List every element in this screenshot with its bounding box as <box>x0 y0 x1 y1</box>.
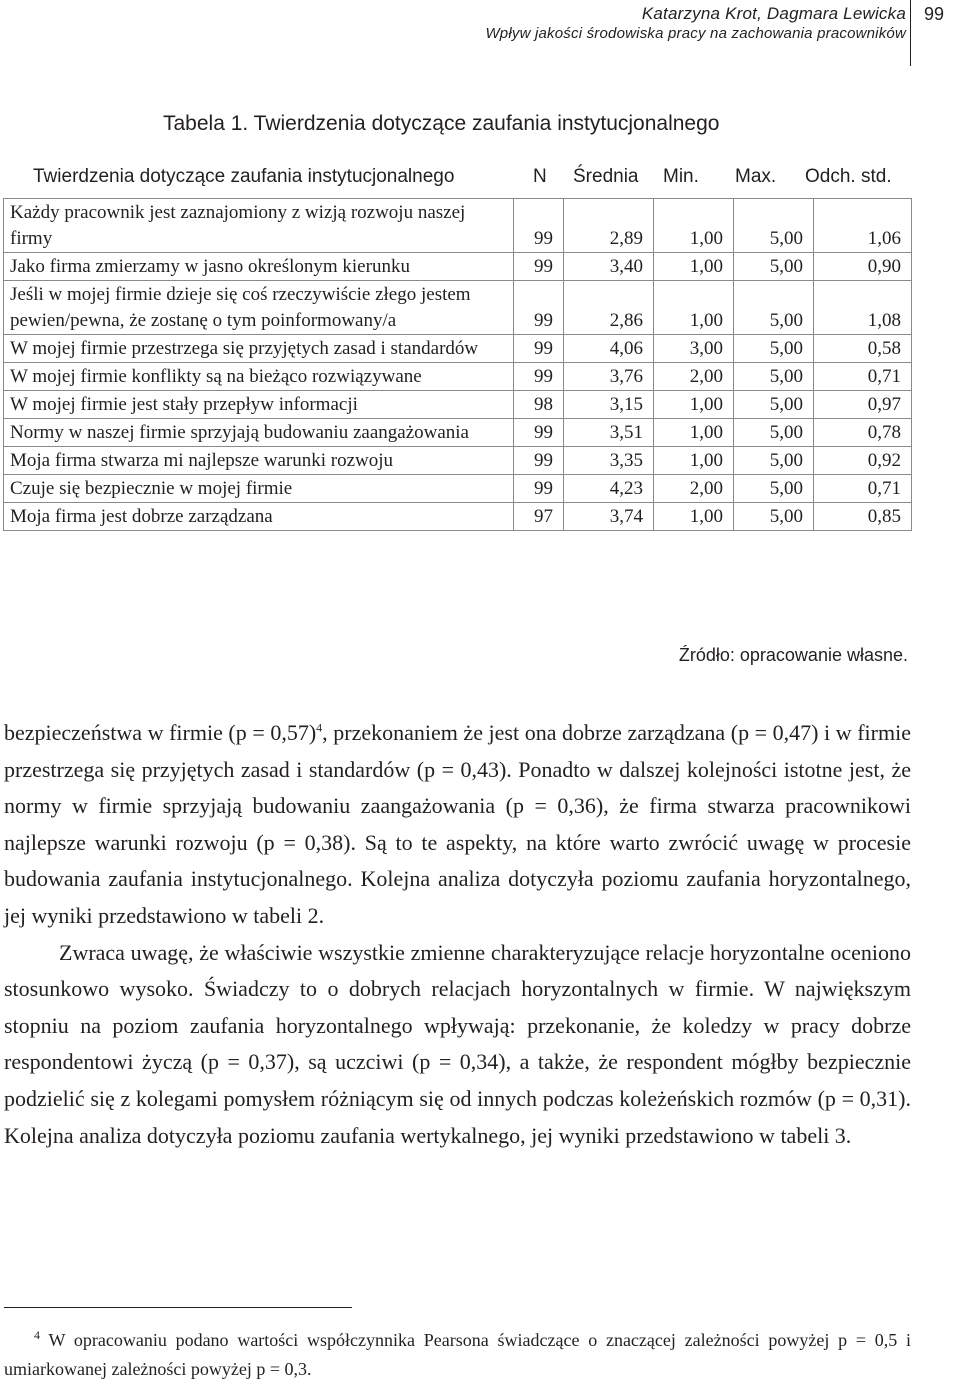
table-cell-value: 3,76 <box>564 363 654 391</box>
table-cell-value: 99 <box>514 363 564 391</box>
table-source: Źródło: opracowanie własne. <box>678 645 908 665</box>
table-cell-value: 5,00 <box>734 363 814 391</box>
table-row <box>4 391 912 419</box>
table-cell-value: 4,23 <box>564 475 654 503</box>
table-row <box>4 199 912 253</box>
table-cell-value: 99 <box>514 335 564 363</box>
table-cell-value: 5,00 <box>734 199 814 253</box>
table-cell-value: 99 <box>514 447 564 475</box>
footnote-marker: 4 <box>34 1328 40 1342</box>
table-cell-value: 1,00 <box>654 391 734 419</box>
table-cell-statement: Czuje się bezpiecznie w mojej firmie <box>4 475 514 503</box>
table-cell-value: 3,51 <box>564 419 654 447</box>
table-cell-value: 5,00 <box>734 475 814 503</box>
header-divider <box>910 0 911 66</box>
footnote-divider <box>4 1307 352 1308</box>
body-text <box>4 715 911 1154</box>
footnote <box>4 1326 911 1384</box>
column-header-std: Odch. std. <box>805 166 892 187</box>
column-header-max: Max. <box>735 166 777 187</box>
table-cell-value: 0,71 <box>814 475 912 503</box>
table-cell-value: 2,86 <box>564 281 654 335</box>
table-row <box>4 447 912 475</box>
table-cell-value: 5,00 <box>734 335 814 363</box>
table-cell-statement: Każdy pracownik jest zaznajomiony z wizją rozwoju naszej firmy <box>4 199 514 253</box>
table-cell-value: 0,97 <box>814 391 912 419</box>
table-cell-statement: Moja firma jest dobrze zarządzana <box>4 503 514 531</box>
table-cell-value: 3,40 <box>564 253 654 281</box>
table-cell-value: 2,89 <box>564 199 654 253</box>
table-cell-value: 0,78 <box>814 419 912 447</box>
table-cell-value: 5,00 <box>734 503 814 531</box>
paragraph-1-rest: , przekonaniem że jest ona dobrze zarządzana (p = 0,47) i w firmie przestrzega się przyjętych zasad i standardów (p = 0,43). Ponadto w dalszej kolejności istotne jest, że normy w firmie sprzyjają budowaniu zaangażowania (p = 0,36), że firma stwarza pracownikowi najlepsze warunki rozwoju (p = 0,38). Są to te aspekty, na które warto zwrócić uwagę w procesie budowania zaufania instytucjonalnego. Kolejna analiza dotyczyła poziomu zaufania horyzontalnego, jej wyniki przedstawiono w tabeli 2. <box>4 720 911 928</box>
table-cell-value: 99 <box>514 281 564 335</box>
table-cell-value: 3,74 <box>564 503 654 531</box>
table-row <box>4 335 912 363</box>
table-cell-value: 2,00 <box>654 475 734 503</box>
column-header-n: N <box>533 166 547 187</box>
paragraph-2: Zwraca uwagę, że właściwie wszystkie zmienne charakteryzujące relacje horyzontalne oceniono stosunkowo wysoko. Świadczy to o dobrych relacjach horyzontalnych w firmie. W największym stopniu na poziom zaufania horyzontalnego wpływają: przekonanie, że koledzy w pracy dobrze respondentowi życzą (p = 0,37), są uczciwi (p = 0,34), a także, że respondent mógłby bezpiecznie podzielić się z kolegami pomysłem różniącym się od innych podczas koleżeńskich rozmów (p = 0,31). Kolejna analiza dotyczyła poziomu zaufania wertykalnego, jej wyniki przedstawiono w tabeli 3. <box>4 939 911 1148</box>
table-cell-value: 99 <box>514 475 564 503</box>
table-cell-statement: W mojej firmie jest stały przepływ informacji <box>4 391 514 419</box>
table-cell-value: 0,90 <box>814 253 912 281</box>
column-header-statement: Twierdzenia dotyczące zaufania instytucjonalnego <box>33 166 455 187</box>
running-header-authors: Katarzyna Krot, Dagmara Lewicka <box>641 4 906 23</box>
table-body <box>4 199 912 531</box>
table-cell-value: 1,00 <box>654 281 734 335</box>
table-cell-value: 1,00 <box>654 503 734 531</box>
table-cell-value: 0,85 <box>814 503 912 531</box>
table-cell-value: 5,00 <box>734 281 814 335</box>
table-cell-value: 5,00 <box>734 253 814 281</box>
table-cell-value: 5,00 <box>734 419 814 447</box>
table-cell-statement: Jeśli w mojej firmie dzieje się coś rzeczywiście złego jestem pewien/pewna, że zostanę o tym poinformowany/a <box>4 281 514 335</box>
table-cell-value: 97 <box>514 503 564 531</box>
table-cell-value: 3,15 <box>564 391 654 419</box>
page-number: 99 <box>924 4 945 24</box>
table-cell-value: 0,71 <box>814 363 912 391</box>
table-cell-value: 2,00 <box>654 363 734 391</box>
paragraph-1-start: bezpieczeństwa w firmie (p = 0,57) <box>4 720 317 745</box>
table-cell-value: 0,58 <box>814 335 912 363</box>
table-row <box>4 503 912 531</box>
table-cell-value: 1,08 <box>814 281 912 335</box>
table-cell-value: 5,00 <box>734 391 814 419</box>
table-cell-value: 3,00 <box>654 335 734 363</box>
table-row <box>4 419 912 447</box>
table-cell-value: 4,06 <box>564 335 654 363</box>
table-cell-value: 99 <box>514 199 564 253</box>
table-cell-value: 1,00 <box>654 419 734 447</box>
table-row <box>4 363 912 391</box>
table-cell-value: 99 <box>514 419 564 447</box>
paragraph-1 <box>4 715 911 935</box>
footnote-text: W opracowaniu podano wartości współczynnika Pearsona świadczące o znaczącej zależności powyżej p = 0,5 i umiarkowanej zależności powyżej p = 0,3. <box>4 1330 911 1379</box>
table-cell-statement: W mojej firmie konflikty są na bieżąco rozwiązywane <box>4 363 514 391</box>
table-row <box>4 475 912 503</box>
column-header-mean: Średnia <box>573 166 639 187</box>
table-cell-value: 1,06 <box>814 199 912 253</box>
table-cell-value: 1,00 <box>654 199 734 253</box>
table-cell-statement: W mojej firmie przestrzega się przyjętych zasad i standardów <box>4 335 514 363</box>
table-cell-statement: Jako firma zmierzamy w jasno określonym kierunku <box>4 253 514 281</box>
running-header-title: Wpływ jakości środowiska pracy na zachowania pracowników <box>485 25 906 42</box>
column-header-min: Min. <box>663 166 699 187</box>
footnote-reference[interactable]: 4 <box>316 720 323 735</box>
table-cell-value: 3,35 <box>564 447 654 475</box>
table-cell-statement: Normy w naszej firmie sprzyjają budowaniu zaangażowania <box>4 419 514 447</box>
table-cell-value: 0,92 <box>814 447 912 475</box>
table-cell-value: 99 <box>514 253 564 281</box>
table-row <box>4 253 912 281</box>
table-cell-value: 98 <box>514 391 564 419</box>
trust-statements-table <box>3 198 912 531</box>
table-cell-value: 5,00 <box>734 447 814 475</box>
table-cell-value: 1,00 <box>654 447 734 475</box>
table-cell-statement: Moja firma stwarza mi najlepsze warunki rozwoju <box>4 447 514 475</box>
table-cell-value: 1,00 <box>654 253 734 281</box>
table-row <box>4 281 912 335</box>
table-caption: Tabela 1. Twierdzenia dotyczące zaufania instytucjonalnego <box>163 112 720 135</box>
